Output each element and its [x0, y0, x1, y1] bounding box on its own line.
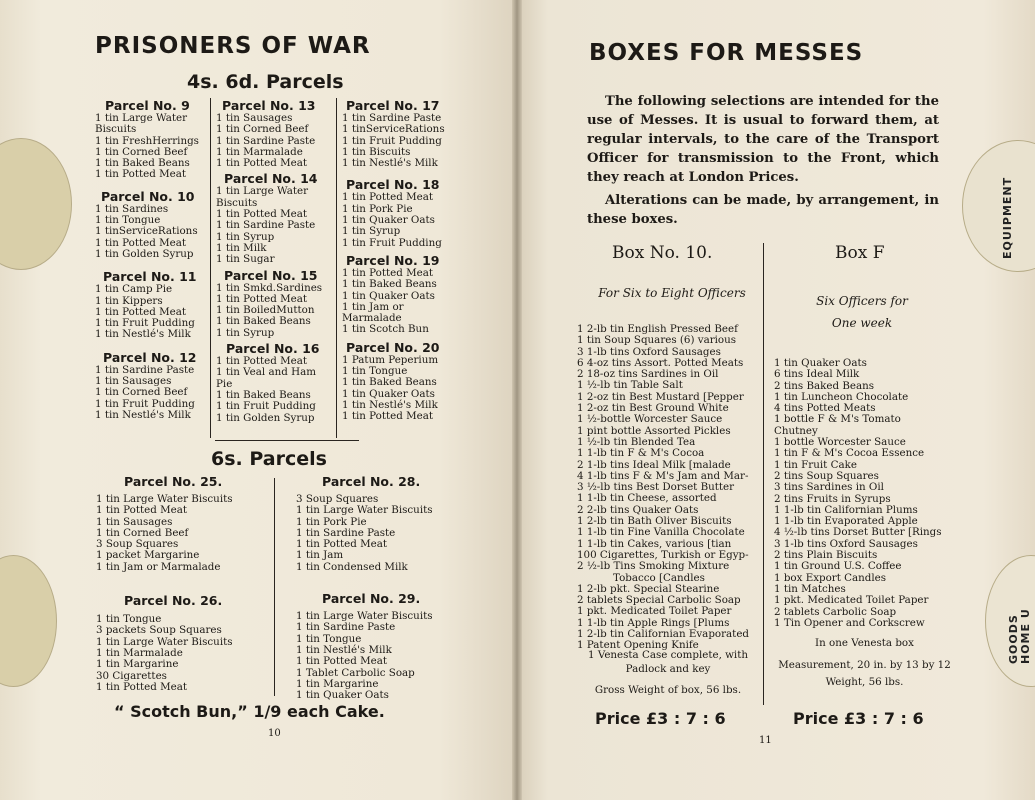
- list-item: 1 tin Sardine Paste: [296, 621, 396, 634]
- parcel-list: [95, 365, 207, 421]
- parcel-heading: Parcel No. 13: [222, 98, 316, 113]
- list-item: 1 tin Potted Meat: [296, 655, 388, 668]
- parcel-heading: Parcel No. 19: [346, 252, 440, 268]
- list-item: 1 tin Veal and Ham Pie: [216, 366, 316, 390]
- parcel-heading: Parcel No. 28.: [322, 474, 421, 489]
- list-item: 1 tin Corned Beef: [216, 123, 309, 136]
- list-item: 1 tin Margarine: [296, 677, 379, 690]
- list-item: 2 tablets Special Carbolic Soap: [577, 594, 741, 607]
- list-item: 1 tin Potted Meat: [95, 305, 187, 318]
- list-item: 1 tin Fruit Pudding: [342, 236, 442, 249]
- list-item: 1 tin Golden Syrup: [216, 411, 315, 424]
- box-item-list: [774, 358, 959, 629]
- column-divider: [763, 243, 764, 705]
- parcel-list: [342, 268, 454, 336]
- column-divider: [210, 98, 211, 438]
- column-divider: [336, 98, 337, 438]
- parcel-column: [96, 474, 271, 693]
- list-item: 1 tin Baked Beans: [216, 315, 311, 328]
- list-item: 1 tin Corned Beef: [96, 526, 189, 539]
- list-item: 1 tin Nestlé's Milk: [95, 408, 191, 421]
- list-item: 1 ½-lb tin Blended Tea: [577, 435, 696, 448]
- list-item: 30 Cigarettes: [96, 669, 167, 682]
- list-item: 2 tablets Carbolic Soap: [774, 605, 897, 618]
- intro-paragraph: The following selections are intended for the use of Messes. It is usual to forward them, at regular intervals, to the care of the Transport Officer for transmission to the Front, which they reach at London Prices.: [587, 94, 939, 185]
- box-heading: Box No. 10.: [612, 243, 713, 263]
- box-subheading: For Six to Eight Officers: [598, 286, 746, 300]
- box-subheading: Six Officers for One week: [816, 294, 908, 330]
- list-item: 1 tin Sardine Paste: [95, 363, 195, 376]
- list-item: 1 tin Potted Meat: [296, 538, 388, 551]
- box-weight: Gross Weight of box, 56 lbs.: [594, 684, 742, 696]
- box-item-list: [577, 324, 761, 652]
- list-item: 1 Patent Opening Knife: [577, 639, 699, 652]
- list-item: 2 18-oz tins Sardines in Oil: [577, 368, 719, 381]
- thumb-index-tab[interactable]: [0, 555, 57, 687]
- list-item: 1 tin Potted Meat: [216, 208, 308, 221]
- list-item: 1 tin Quaker Oats: [774, 357, 867, 369]
- list-item: 1 tin Potted Meat: [342, 410, 434, 423]
- list-item: 1 tin FreshHerrings: [95, 134, 199, 147]
- parcel-list: [95, 113, 207, 181]
- list-item: 1 tin Potted Meat: [216, 157, 308, 170]
- book-gutter: [512, 0, 522, 800]
- list-item: 1 2-lb pkt. Special Stearine: [577, 582, 720, 595]
- parcel-heading: Parcel No. 14: [224, 171, 318, 187]
- list-item: 1 tin Fruit Cake: [774, 458, 857, 471]
- box-note: 1 Venesta Case complete, with Padlock and key: [588, 649, 748, 675]
- list-item: 1 tin Sardine Paste: [342, 112, 442, 124]
- list-item: 6 tins Ideal Milk: [774, 368, 860, 381]
- list-item: 1 tin Camp Pie: [95, 283, 173, 296]
- list-item: 1 tin Soup Squares (6) various: [577, 334, 737, 347]
- list-item: 1 tin Potted Meat: [216, 355, 308, 368]
- list-item: 1 tin Sardine Paste: [216, 134, 316, 147]
- list-item: 1 tin Fruit Pudding: [95, 397, 195, 410]
- list-item: 2 1-lb tins Ideal Milk [malade: [577, 458, 731, 471]
- list-item: 1 tin Luncheon Chocolate: [774, 390, 909, 403]
- list-item: 1 1-lb tin Cheese, assorted: [577, 492, 717, 505]
- parcel-column: [296, 474, 471, 701]
- list-item: 2 tins Baked Beans: [774, 379, 875, 392]
- parcel-list: [216, 356, 334, 424]
- list-item: 1 tin Tongue: [342, 365, 408, 378]
- parcel-heading: Parcel No. 20: [346, 339, 440, 355]
- list-item: 1 Tablet Carbolic Soap: [296, 666, 415, 679]
- list-item: 1 tin Baked Beans: [216, 388, 311, 401]
- list-item: 1 tin Nestlé's Milk: [342, 398, 438, 411]
- list-item: 1 tin Margarine: [96, 658, 179, 671]
- list-item: 1 tin Large Water Biscuits: [96, 493, 233, 505]
- section-rule: [215, 440, 359, 441]
- parcel-list: [342, 113, 454, 169]
- parcel-heading: Parcel No. 18: [346, 177, 440, 193]
- parcel-heading: Parcel No. 12: [103, 349, 197, 365]
- parcel-heading: Parcel No. 25.: [124, 474, 223, 489]
- list-item: 3 Soup Squares: [296, 493, 379, 505]
- parcel-heading: Parcel No. 10: [101, 188, 195, 204]
- list-item: 1 tinServiceRations: [342, 123, 445, 136]
- parcel-heading: Parcel No. 29.: [322, 591, 421, 607]
- box-weight: Weight, 56 lbs.: [825, 676, 904, 688]
- left-page: [0, 0, 517, 800]
- list-item: 1 packet Margarine: [96, 549, 200, 562]
- list-item: 1 tin Ground U.S. Coffee: [774, 560, 902, 573]
- list-item: 1 tin Syrup: [342, 225, 401, 238]
- parcel-heading: Parcel No. 15: [224, 267, 318, 283]
- list-item: 1 tin Tongue: [296, 632, 362, 645]
- list-item: 1 tin Marmalade: [96, 646, 183, 659]
- list-item: 1 tin Nestlé's Milk: [342, 157, 438, 170]
- parcel-heading: Parcel No. 9: [105, 98, 190, 113]
- page-title: BOXES FOR MESSES: [589, 40, 864, 66]
- list-item: 1 tin F & M's Cocoa Essence: [774, 447, 925, 460]
- parcel-list: [342, 355, 454, 423]
- list-item: 4 ½-lb tins Dorset Butter [Rings: [774, 526, 942, 539]
- list-item: 1 tin Baked Beans: [342, 278, 437, 291]
- list-item: 1 tin Golden Syrup: [95, 247, 194, 260]
- parcel-heading: Parcel No. 11: [103, 269, 197, 285]
- list-item: 1 tin Biscuits: [342, 145, 411, 158]
- list-item: 1 tin Sardines: [95, 202, 169, 215]
- parcel-list: [342, 192, 454, 248]
- list-item: 1 1-lb tin Apple Rings [Plums: [577, 616, 730, 629]
- box-price: Price £3 : 7 : 6: [793, 709, 924, 728]
- list-item: 3 1-lb tins Oxford Sausages: [774, 537, 918, 550]
- parcel-list: [95, 284, 207, 340]
- list-item: 1 tin Baked Beans: [95, 157, 190, 170]
- list-item: 1 pkt. Medicated Toilet Paper: [774, 594, 929, 607]
- equipment-tab-label: EQUIPMENT: [1001, 176, 1014, 259]
- list-item: 1 tin Potted Meat: [342, 191, 434, 204]
- parcel-list: [216, 186, 334, 265]
- scotch-bun-note: “ Scotch Bun,” 1/9 each Cake.: [114, 702, 385, 721]
- parcel-list: [296, 494, 471, 573]
- equipment-tab[interactable]: [962, 140, 1035, 272]
- section-heading: 4s. 6d. Parcels: [187, 71, 344, 93]
- list-item: 1 tin Quaker Oats: [342, 214, 435, 227]
- list-item: 2 tins Soup Squares: [774, 469, 879, 482]
- parcel-list: [95, 204, 207, 260]
- page-number: 11: [759, 735, 772, 746]
- list-item: 1 tin Large Water Biscuits: [95, 112, 187, 136]
- list-item: 1 tin Sardine Paste: [296, 526, 396, 539]
- list-item: 1 tin Tongue: [96, 613, 162, 626]
- list-item: 1 tin Potted Meat: [95, 236, 187, 249]
- box-price: Price £3 : 7 : 6: [595, 709, 726, 728]
- list-item: 1 tin Jam or Marmalade: [342, 300, 404, 325]
- list-item: 1 1-lb tin Evaporated Apple: [774, 515, 918, 528]
- list-item: 1 tin Fruit Pudding: [95, 317, 195, 330]
- list-item: 1 tin Pork Pie: [296, 515, 367, 528]
- list-item: 1 Tin Opener and Corkscrew: [774, 616, 925, 629]
- intro-paragraph: Alterations can be made, by arrangement, in these boxes.: [587, 193, 939, 227]
- parcel-heading: Parcel No. 26.: [124, 593, 223, 609]
- list-item: 1 1-lb tin Californian Plums: [774, 503, 918, 516]
- list-item: 1 tin Sausages: [216, 112, 293, 124]
- box-note: In one Venesta box: [815, 637, 914, 649]
- list-item: 1 tin Quaker Oats: [342, 289, 435, 302]
- list-item: 1 tin Condensed Milk: [296, 560, 408, 573]
- list-item: 1 tin Marmalade: [216, 145, 303, 158]
- list-item: 1 1-lb tin Fine Vanilla Chocolate: [577, 526, 745, 539]
- list-item: 1 1-lb tin F & M's Cocoa: [577, 447, 705, 460]
- list-item: 1 tin Large Water Biscuits: [296, 610, 433, 623]
- list-item: 1 tin Sugar: [216, 253, 275, 266]
- list-item: 1 tin Pork Pie: [342, 202, 413, 215]
- goods-home-tab[interactable]: [985, 555, 1035, 687]
- list-item: 1 tin Syrup: [216, 230, 275, 243]
- parcel-list: [96, 494, 271, 573]
- list-item: 1 tin Jam or Marmalade: [96, 560, 221, 573]
- right-page: [517, 0, 1035, 800]
- list-item: 4 1-lb tins F & M's Jam and Mar-: [577, 469, 749, 482]
- list-item: 1 tin Fruit Pudding: [216, 400, 316, 413]
- list-item: 1 ½-lb tin Table Salt: [577, 379, 683, 392]
- page-title: PRISONERS OF WAR: [95, 33, 371, 59]
- list-item: 2 2-lb tins Quaker Oats: [577, 503, 699, 516]
- list-item: 1 tin Quaker Oats: [296, 689, 389, 702]
- list-item: 1 tin Potted Meat: [342, 266, 434, 279]
- list-item: 1 tin Tongue: [95, 214, 161, 227]
- list-item: 1 tin Milk: [216, 241, 267, 254]
- list-item: 1 ½-bottle Worcester Sauce: [577, 413, 723, 426]
- parcel-list: [216, 113, 334, 169]
- list-item: 100 Cigarettes, Turkish or Egyp-: [577, 548, 749, 561]
- parcel-list: [216, 283, 334, 339]
- section-heading: 6s. Parcels: [211, 448, 327, 470]
- list-item: 2 ½-lb Tins Smoking Mixture: [577, 560, 730, 573]
- list-item: 1 tin BoiledMutton: [216, 304, 315, 317]
- list-item: 3 1-lb tins Oxford Sausages: [577, 345, 721, 358]
- list-item: 1 tin Jam: [296, 549, 344, 562]
- list-item: 4 tins Potted Meats: [774, 402, 876, 415]
- list-item: 1 tin Potted Meat: [96, 504, 188, 517]
- list-item: 6 4-oz tins Assort. Potted Meats: [577, 356, 744, 369]
- list-item: 1 2-oz tin Best Ground White: [577, 402, 729, 415]
- list-item: 1 bottle Worcester Sauce: [774, 436, 906, 449]
- list-item: 1 tin Syrup: [216, 326, 275, 339]
- list-item: 1 tinServiceRations: [95, 225, 198, 238]
- list-item: 1 tin Large Water Biscuits: [216, 185, 308, 209]
- list-item: 3 tins Sardines in Oil: [774, 481, 884, 494]
- list-item: 1 2-lb tin Bath Oliver Biscuits: [577, 515, 732, 528]
- parcel-heading: Parcel No. 16: [226, 341, 320, 357]
- column-divider: [274, 478, 275, 696]
- box-measurement: Measurement, 20 in. by 13 by 12: [778, 659, 951, 671]
- list-item: 1 2-lb tin Californian Evaporated: [577, 628, 750, 641]
- list-item: 1 tin Sausages: [96, 515, 173, 528]
- list-item: 1 pint bottle Assorted Pickles: [577, 424, 731, 437]
- list-item: 1 tin Potted Meat: [216, 292, 308, 305]
- parcel-list: [296, 611, 471, 701]
- list-item: 1 tin Scotch Bun: [342, 323, 429, 336]
- list-item: 1 bottle F & M's Tomato Chutney: [774, 413, 901, 437]
- list-item: 1 tin Smkd.Sardines: [216, 281, 323, 294]
- list-item: 1 tin Potted Meat: [95, 168, 187, 181]
- list-item: 1 Patum Peperium: [342, 353, 439, 366]
- list-item: Tobacco [Candles: [613, 571, 705, 584]
- list-item: 1 pkt. Medicated Toilet Paper: [577, 605, 732, 618]
- parcel-column: [95, 98, 207, 421]
- list-item: 1 tin Sausages: [95, 375, 172, 388]
- list-item: 1 1-lb tin Cakes, various [tian: [577, 537, 732, 550]
- list-item: 2 tins Fruits in Syrups: [774, 492, 891, 505]
- list-item: 1 tin Nestlé's Milk: [95, 328, 191, 341]
- parcel-list: [96, 614, 271, 693]
- list-item: 1 tin Fruit Pudding: [342, 134, 442, 147]
- list-item: 1 2-oz tin Best Mustard [Pepper: [577, 390, 744, 403]
- list-item: 3 ½-lb tins Best Dorset Butter: [577, 481, 735, 494]
- list-item: 3 packets Soup Squares: [96, 624, 222, 637]
- list-item: 1 2-lb tin English Pressed Beef: [577, 323, 738, 335]
- list-item: 1 tin Baked Beans: [342, 376, 437, 389]
- list-item: 1 tin Corned Beef: [95, 386, 188, 399]
- list-item: 2 tins Plain Biscuits: [774, 549, 878, 562]
- goods-home-tab-label: GOODS HOME U: [1007, 608, 1032, 664]
- list-item: 3 Soup Squares: [96, 538, 179, 551]
- list-item: 1 tin Matches: [774, 582, 846, 595]
- thumb-index-tab[interactable]: [0, 138, 72, 270]
- parcel-column: [342, 98, 454, 423]
- list-item: 1 tin Sardine Paste: [216, 219, 316, 232]
- list-item: 1 tin Potted Meat: [96, 680, 188, 693]
- list-item: 1 tin Corned Beef: [95, 145, 188, 158]
- list-item: 1 tin Kippers: [95, 294, 163, 307]
- list-item: 1 box Export Candles: [774, 571, 887, 584]
- list-item: 1 tin Quaker Oats: [342, 387, 435, 400]
- page-number: 10: [268, 728, 281, 739]
- list-item: 1 tin Large Water Biscuits: [96, 635, 233, 648]
- list-item: 1 tin Large Water Biscuits: [296, 504, 433, 517]
- parcel-column: [216, 98, 334, 424]
- list-item: 1 tin Nestlé's Milk: [296, 643, 392, 656]
- box-heading: Box F: [835, 243, 885, 263]
- parcel-heading: Parcel No. 17: [346, 98, 440, 113]
